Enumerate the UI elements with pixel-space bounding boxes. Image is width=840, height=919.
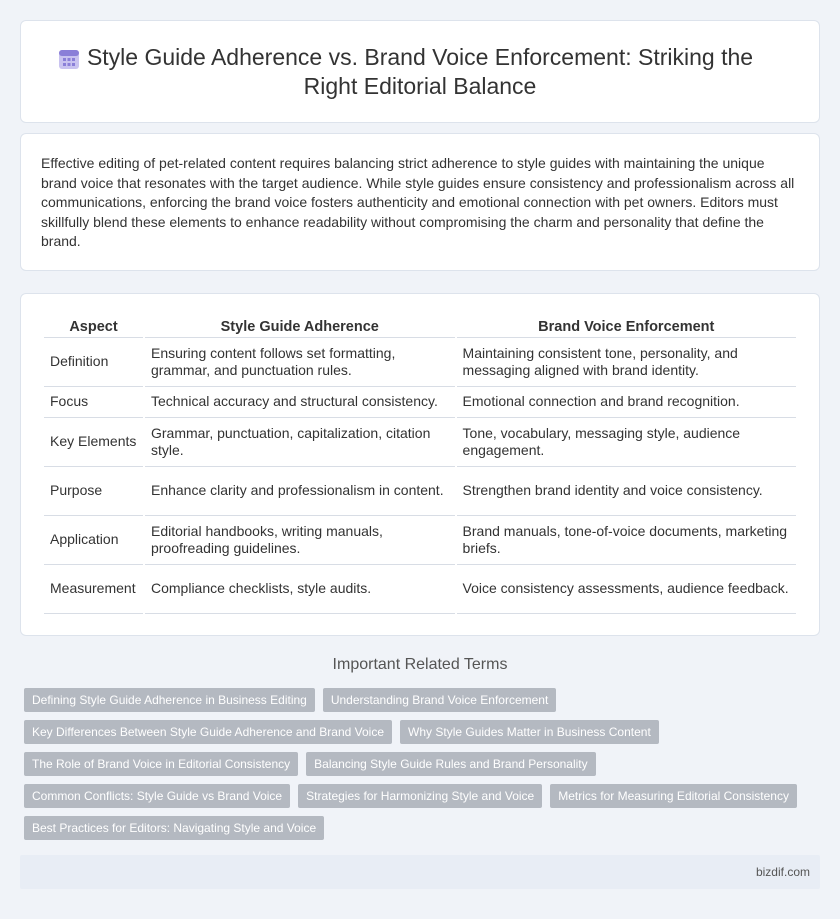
comparison-table-card: [20, 293, 820, 636]
page-title: Style Guide Adherence vs. Brand Voice Enforcement: Striking the Right Editorial Balance: [86, 43, 754, 99]
table-cell-aspect: Purpose: [44, 467, 143, 516]
table-row: [44, 387, 796, 418]
title-card: [20, 20, 820, 123]
related-term-tag[interactable]: Understanding Brand Voice Enforcement: [323, 688, 556, 712]
table-cell-style-guide: Ensuring content follows set formatting, grammar, and punctuation rules.: [145, 338, 455, 387]
related-term-tag[interactable]: Metrics for Measuring Editorial Consistency: [550, 784, 797, 808]
table-cell-aspect: Focus: [44, 387, 143, 418]
table-row: [44, 516, 796, 565]
footer: [20, 855, 820, 889]
related-term-tag[interactable]: Balancing Style Guide Rules and Brand Personality: [306, 752, 596, 776]
table-row: [44, 467, 796, 516]
table-cell-style-guide: Editorial handbooks, writing manuals, proofreading guidelines.: [145, 516, 455, 565]
table-cell-style-guide: Enhance clarity and professionalism in content.: [145, 467, 455, 516]
table-cell-brand-voice: Brand manuals, tone-of-voice documents, marketing briefs.: [457, 516, 796, 565]
table-row: [44, 418, 796, 467]
table-row: [44, 565, 796, 614]
table-cell-style-guide: Grammar, punctuation, capitalization, citation style.: [145, 418, 455, 467]
table-cell-brand-voice: Emotional connection and brand recognition.: [457, 387, 796, 418]
column-header-style-guide: Style Guide Adherence: [145, 314, 455, 338]
related-term-tag[interactable]: The Role of Brand Voice in Editorial Consistency: [24, 752, 298, 776]
related-term-tag[interactable]: Why Style Guides Matter in Business Content: [400, 720, 659, 744]
related-term-tag[interactable]: Defining Style Guide Adherence in Business Editing: [24, 688, 315, 712]
table-row: [44, 338, 796, 387]
related-term-tag[interactable]: Strategies for Harmonizing Style and Voice: [298, 784, 542, 808]
table-cell-aspect: Measurement: [44, 565, 143, 614]
table-cell-style-guide: Compliance checklists, style audits.: [145, 565, 455, 614]
footer-site-link[interactable]: bizdif.com: [755, 865, 810, 879]
comparison-table: [42, 314, 798, 614]
table-cell-style-guide: Technical accuracy and structural consistency.: [145, 387, 455, 418]
table-cell-aspect: Application: [44, 516, 143, 565]
related-term-tag[interactable]: Common Conflicts: Style Guide vs Brand Voice: [24, 784, 290, 808]
table-cell-brand-voice: Voice consistency assessments, audience feedback.: [457, 565, 796, 614]
related-term-tag[interactable]: Key Differences Between Style Guide Adherence and Brand Voice: [24, 720, 392, 744]
intro-card: [20, 133, 820, 271]
table-cell-aspect: Definition: [44, 338, 143, 387]
related-term-tag[interactable]: Best Practices for Editors: Navigating Style and Voice: [24, 816, 324, 840]
related-terms-title: Important Related Terms: [332, 656, 508, 673]
column-header-aspect: Aspect: [44, 314, 143, 338]
related-terms-list: [24, 688, 814, 848]
table-cell-brand-voice: Tone, vocabulary, messaging style, audience engagement.: [457, 418, 796, 467]
table-cell-aspect: Key Elements: [44, 418, 143, 467]
column-header-brand-voice: Brand Voice Enforcement: [457, 314, 796, 338]
intro-paragraph: Effective editing of pet-related content requires balancing strict adherence to style guides with maintaining the unique brand voice that resonates with the target audience. While style guides ensure consistency and professionalism across all communications, enforcing the brand voice fosters authenticity and emotional connection with pet owners. Editors must skillfully blend these elements to enhance readability without compromising the charm and personality that define the brand.: [41, 155, 795, 250]
table-cell-brand-voice: Strengthen brand identity and voice consistency.: [457, 467, 796, 516]
table-cell-brand-voice: Maintaining consistent tone, personality, and messaging aligned with brand identity.: [457, 338, 796, 387]
